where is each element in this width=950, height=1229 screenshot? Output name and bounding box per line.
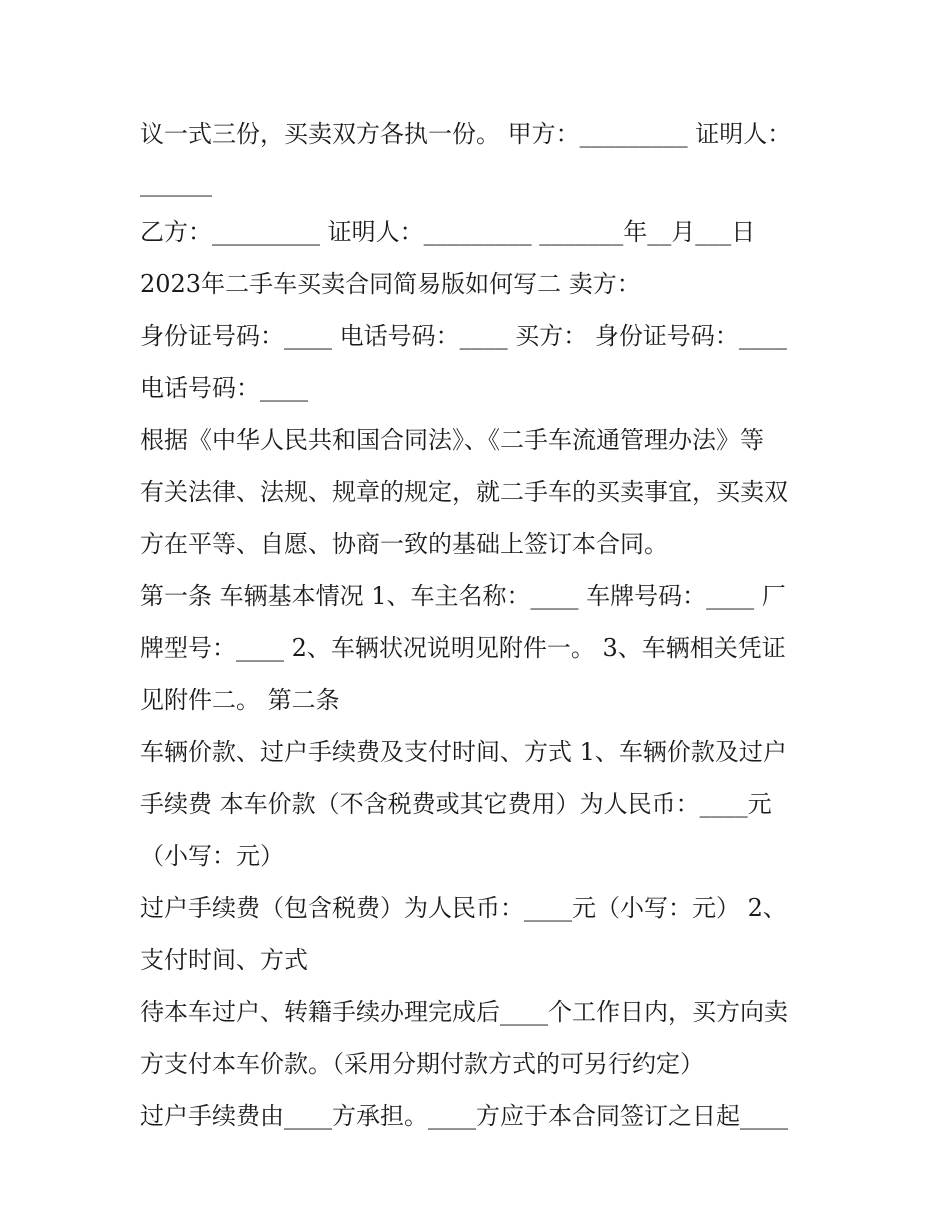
text-line: 见附件二。 第二条	[140, 686, 340, 714]
text-line: 第一条 车辆基本情况 1、车主名称：____ 车牌号码：____ 厂	[140, 582, 786, 610]
text-line: 乙方：_________ 证明人：_________ _______年__月___日	[140, 218, 756, 246]
text-line: 牌型号：____ 2、车辆状况说明见附件一。 3、车辆相关凭证	[140, 634, 786, 662]
document-body	[140, 108, 820, 1142]
text-line: 待本车过户、转籍手续办理完成后____个工作日内，买方向卖	[140, 998, 788, 1026]
text-line: 身份证号码：____ 电话号码：____ 买方： 身份证号码：____	[140, 322, 787, 350]
text-line: 支付时间、方式	[140, 946, 308, 974]
text-line: 根据《中华人民共和国合同法》、《二手车流通管理办法》等	[140, 426, 764, 454]
text-line: 过户手续费由____方承担。____方应于本合同签订之日起____	[140, 1102, 788, 1130]
text-line: 2023年二手车买卖合同简易版如何写二 卖方：	[140, 270, 641, 298]
text-line: 电话号码：____	[140, 374, 308, 402]
text-line: 议一式三份，买卖双方各执一份。 甲方：_________ 证明人：	[140, 120, 792, 148]
text-line: （小写：元）	[140, 842, 284, 870]
text-line: 有关法律、法规、规章的规定，就二手车的买卖事宜，买卖双	[140, 478, 788, 506]
text-line: ______	[140, 169, 212, 197]
text-line: 方在平等、自愿、协商一致的基础上签订本合同。	[140, 530, 668, 558]
text-line: 过户手续费（包含税费）为人民币：____元（小写：元） 2、	[140, 894, 787, 922]
text-line: 车辆价款、过户手续费及支付时间、方式 1、车辆价款及过户	[140, 738, 787, 766]
text-line: 方支付本车价款。（采用分期付款方式的可另行约定）	[140, 1050, 704, 1078]
text-line: 手续费 本车价款（不含税费或其它费用）为人民币：____元	[140, 790, 772, 818]
